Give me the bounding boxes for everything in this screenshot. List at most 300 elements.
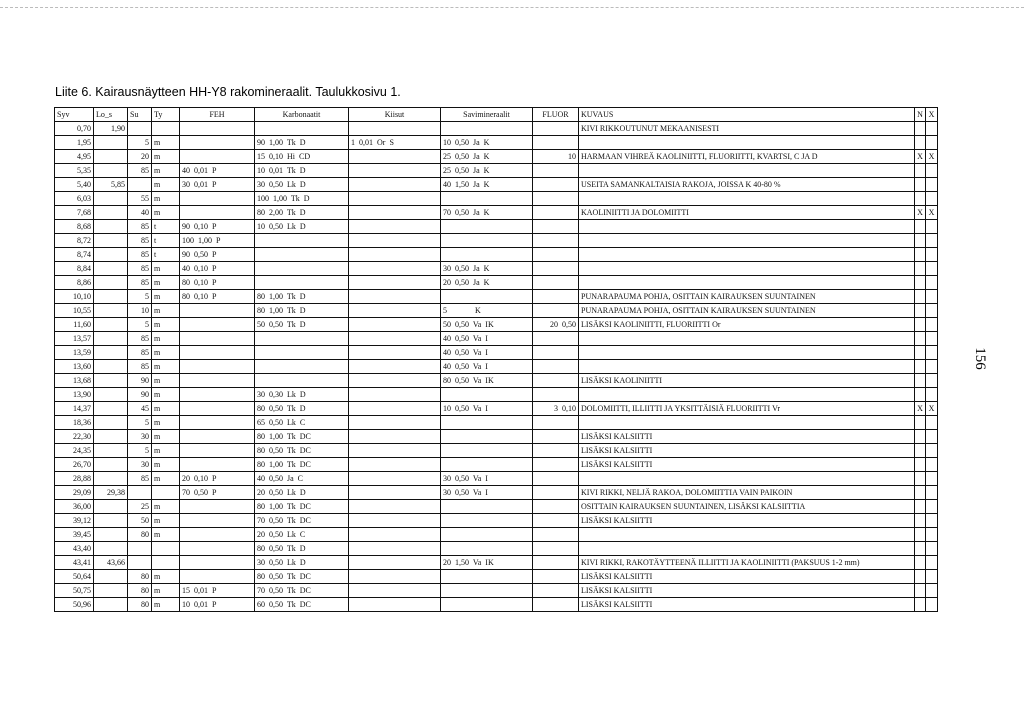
n-cell xyxy=(915,570,926,584)
lo-s-cell xyxy=(94,332,128,346)
fluor-cell xyxy=(533,556,579,570)
fluor-cell: 3 0,10 xyxy=(533,402,579,416)
table-row xyxy=(55,556,938,570)
fluor-cell xyxy=(533,458,579,472)
header-row xyxy=(55,108,938,122)
x-cell xyxy=(926,220,938,234)
savimineraalit-cell xyxy=(441,248,533,262)
kuvaus-cell: LISÄKSI KAOLINIITTI, FLUORIITTI Or xyxy=(579,318,915,332)
savimineraalit-cell xyxy=(441,388,533,402)
fluor-cell xyxy=(533,136,579,150)
fluor-cell xyxy=(533,304,579,318)
ty-cell: m xyxy=(152,402,180,416)
ty-cell: m xyxy=(152,290,180,304)
ty-cell: m xyxy=(152,430,180,444)
table-row xyxy=(55,262,938,276)
lo-s-cell xyxy=(94,416,128,430)
savimineraalit-cell xyxy=(441,444,533,458)
table-row xyxy=(55,388,938,402)
table-row xyxy=(55,402,938,416)
fluor-cell xyxy=(533,192,579,206)
feh-cell xyxy=(180,528,255,542)
fluor-cell xyxy=(533,430,579,444)
kuvaus-cell: LISÄKSI KALSIITTI xyxy=(579,444,915,458)
kiisut-cell xyxy=(349,360,441,374)
savimineraalit-cell xyxy=(441,416,533,430)
depth-cell: 8,86 xyxy=(55,276,94,290)
su-cell: 85 xyxy=(128,248,152,262)
savimineraalit-cell xyxy=(441,542,533,556)
lo-s-cell xyxy=(94,584,128,598)
karbonaatit-cell: 70 0,50 Tk DC xyxy=(255,514,349,528)
feh-cell xyxy=(180,416,255,430)
karbonaatit-cell: 80 2,00 Tk D xyxy=(255,206,349,220)
n-cell xyxy=(915,318,926,332)
fluor-cell xyxy=(533,528,579,542)
table-row xyxy=(55,542,938,556)
lo-s-cell xyxy=(94,220,128,234)
feh-cell xyxy=(180,150,255,164)
n-cell xyxy=(915,136,926,150)
n-cell xyxy=(915,248,926,262)
table-row xyxy=(55,528,938,542)
savimineraalit-cell xyxy=(441,584,533,598)
lo-s-cell xyxy=(94,402,128,416)
feh-cell xyxy=(180,374,255,388)
kuvaus-cell xyxy=(579,346,915,360)
kuvaus-cell: LISÄKSI KALSIITTI xyxy=(579,514,915,528)
n-cell xyxy=(915,234,926,248)
karbonaatit-cell: 90 1,00 Tk D xyxy=(255,136,349,150)
x-cell xyxy=(926,164,938,178)
savimineraalit-cell: 25 0,50 Ja K xyxy=(441,164,533,178)
su-cell: 85 xyxy=(128,472,152,486)
kuvaus-cell xyxy=(579,542,915,556)
fluor-cell xyxy=(533,164,579,178)
karbonaatit-cell: 80 0,50 Tk DC xyxy=(255,444,349,458)
scan-top-edge xyxy=(0,7,1024,8)
depth-cell: 6,03 xyxy=(55,192,94,206)
table-row xyxy=(55,444,938,458)
feh-cell: 30 0,01 P xyxy=(180,178,255,192)
kiisut-cell xyxy=(349,444,441,458)
savimineraalit-cell: 20 1,50 Va IK xyxy=(441,556,533,570)
feh-cell xyxy=(180,346,255,360)
lo-s-cell xyxy=(94,444,128,458)
header-feh: FEH xyxy=(180,108,255,122)
ty-cell: m xyxy=(152,472,180,486)
lo-s-cell xyxy=(94,542,128,556)
karbonaatit-cell xyxy=(255,276,349,290)
n-cell xyxy=(915,262,926,276)
n-cell xyxy=(915,430,926,444)
table-row xyxy=(55,304,938,318)
lo-s-cell xyxy=(94,570,128,584)
x-cell xyxy=(926,458,938,472)
depth-cell: 50,96 xyxy=(55,598,94,612)
su-cell: 20 xyxy=(128,150,152,164)
ty-cell: m xyxy=(152,178,180,192)
karbonaatit-cell: 30 0,30 Lk D xyxy=(255,388,349,402)
n-cell xyxy=(915,444,926,458)
kiisut-cell xyxy=(349,122,441,136)
savimineraalit-cell xyxy=(441,234,533,248)
karbonaatit-cell xyxy=(255,346,349,360)
depth-cell: 36,00 xyxy=(55,500,94,514)
fluor-cell xyxy=(533,290,579,304)
depth-cell: 8,74 xyxy=(55,248,94,262)
savimineraalit-cell xyxy=(441,192,533,206)
fluor-cell xyxy=(533,444,579,458)
kuvaus-cell xyxy=(579,136,915,150)
x-cell xyxy=(926,136,938,150)
lo-s-cell: 29,38 xyxy=(94,486,128,500)
fluor-cell xyxy=(533,178,579,192)
su-cell xyxy=(128,542,152,556)
su-cell: 55 xyxy=(128,192,152,206)
karbonaatit-cell xyxy=(255,248,349,262)
ty-cell xyxy=(152,122,180,136)
ty-cell: m xyxy=(152,164,180,178)
x-cell xyxy=(926,430,938,444)
karbonaatit-cell: 10 0,50 Lk D xyxy=(255,220,349,234)
table-row xyxy=(55,290,938,304)
x-cell xyxy=(926,472,938,486)
header-lo-s: Lo_s xyxy=(94,108,128,122)
su-cell: 80 xyxy=(128,584,152,598)
table-row xyxy=(55,178,938,192)
lo-s-cell xyxy=(94,360,128,374)
ty-cell: m xyxy=(152,570,180,584)
feh-cell: 90 0,10 P xyxy=(180,220,255,234)
kiisut-cell xyxy=(349,346,441,360)
depth-cell: 8,84 xyxy=(55,262,94,276)
kiisut-cell xyxy=(349,472,441,486)
lo-s-cell xyxy=(94,514,128,528)
table-row xyxy=(55,150,938,164)
savimineraalit-cell xyxy=(441,500,533,514)
karbonaatit-cell: 80 1,00 Tk DC xyxy=(255,500,349,514)
table-row xyxy=(55,472,938,486)
savimineraalit-cell: 70 0,50 Ja K xyxy=(441,206,533,220)
ty-cell: m xyxy=(152,206,180,220)
feh-cell xyxy=(180,514,255,528)
karbonaatit-cell: 80 0,50 Tk DC xyxy=(255,570,349,584)
kuvaus-cell xyxy=(579,220,915,234)
x-cell xyxy=(926,500,938,514)
x-cell xyxy=(926,486,938,500)
kiisut-cell xyxy=(349,220,441,234)
kiisut-cell xyxy=(349,458,441,472)
karbonaatit-cell: 10 0,01 Tk D xyxy=(255,164,349,178)
feh-cell: 40 0,10 P xyxy=(180,262,255,276)
savimineraalit-cell xyxy=(441,290,533,304)
fluor-cell xyxy=(533,346,579,360)
depth-cell: 26,70 xyxy=(55,458,94,472)
kiisut-cell xyxy=(349,164,441,178)
fluor-cell xyxy=(533,584,579,598)
kiisut-cell: 1 0,01 Or S xyxy=(349,136,441,150)
karbonaatit-cell: 80 1,00 Tk DC xyxy=(255,458,349,472)
fluor-cell xyxy=(533,486,579,500)
x-cell xyxy=(926,248,938,262)
n-cell xyxy=(915,584,926,598)
kuvaus-cell: KIVI RIKKOUTUNUT MEKAANISESTI xyxy=(579,122,915,136)
karbonaatit-cell: 30 0,50 Lk D xyxy=(255,178,349,192)
rock-minerals-table xyxy=(54,107,938,612)
feh-cell: 80 0,10 P xyxy=(180,290,255,304)
page-title: Liite 6. Kairausnäytteen HH-Y8 rakomineraalit. Taulukkosivu 1. xyxy=(55,85,401,99)
n-cell xyxy=(915,528,926,542)
feh-cell: 40 0,01 P xyxy=(180,164,255,178)
ty-cell: m xyxy=(152,584,180,598)
depth-cell: 22,30 xyxy=(55,430,94,444)
kuvaus-cell xyxy=(579,234,915,248)
su-cell: 45 xyxy=(128,402,152,416)
fluor-cell xyxy=(533,206,579,220)
depth-cell: 13,68 xyxy=(55,374,94,388)
su-cell xyxy=(128,486,152,500)
feh-cell xyxy=(180,206,255,220)
fluor-cell xyxy=(533,388,579,402)
depth-cell: 8,72 xyxy=(55,234,94,248)
lo-s-cell xyxy=(94,374,128,388)
su-cell: 80 xyxy=(128,598,152,612)
feh-cell xyxy=(180,500,255,514)
karbonaatit-cell: 65 0,50 Lk C xyxy=(255,416,349,430)
table-row xyxy=(55,570,938,584)
ty-cell: m xyxy=(152,276,180,290)
lo-s-cell xyxy=(94,304,128,318)
feh-cell xyxy=(180,318,255,332)
su-cell: 85 xyxy=(128,220,152,234)
su-cell xyxy=(128,178,152,192)
lo-s-cell xyxy=(94,234,128,248)
n-cell xyxy=(915,164,926,178)
n-cell xyxy=(915,472,926,486)
ty-cell: t xyxy=(152,220,180,234)
n-cell xyxy=(915,304,926,318)
table-row xyxy=(55,164,938,178)
n-cell xyxy=(915,556,926,570)
su-cell: 50 xyxy=(128,514,152,528)
savimineraalit-cell: 80 0,50 Va IK xyxy=(441,374,533,388)
ty-cell: m xyxy=(152,514,180,528)
kiisut-cell xyxy=(349,430,441,444)
depth-cell: 18,36 xyxy=(55,416,94,430)
feh-cell: 70 0,50 P xyxy=(180,486,255,500)
lo-s-cell: 43,66 xyxy=(94,556,128,570)
table-row xyxy=(55,374,938,388)
table-row xyxy=(55,192,938,206)
n-cell xyxy=(915,486,926,500)
x-cell xyxy=(926,514,938,528)
ty-cell: m xyxy=(152,528,180,542)
kuvaus-cell xyxy=(579,276,915,290)
header-n: N xyxy=(915,108,926,122)
ty-cell: m xyxy=(152,318,180,332)
header-syv: Syv xyxy=(55,108,94,122)
page-number: 156 xyxy=(971,347,988,370)
n-cell xyxy=(915,346,926,360)
lo-s-cell xyxy=(94,458,128,472)
ty-cell: m xyxy=(152,360,180,374)
fluor-cell xyxy=(533,472,579,486)
depth-cell: 28,88 xyxy=(55,472,94,486)
depth-cell: 39,45 xyxy=(55,528,94,542)
ty-cell xyxy=(152,542,180,556)
kuvaus-cell: LISÄKSI KALSIITTI xyxy=(579,430,915,444)
kuvaus-cell: LISÄKSI KALSIITTI xyxy=(579,458,915,472)
feh-cell xyxy=(180,556,255,570)
karbonaatit-cell: 15 0,10 Hi CD xyxy=(255,150,349,164)
table-row xyxy=(55,122,938,136)
su-cell: 5 xyxy=(128,444,152,458)
lo-s-cell: 5,85 xyxy=(94,178,128,192)
su-cell: 85 xyxy=(128,234,152,248)
kuvaus-cell xyxy=(579,528,915,542)
table-row xyxy=(55,136,938,150)
fluor-cell xyxy=(533,234,579,248)
kuvaus-cell xyxy=(579,192,915,206)
kuvaus-cell: LISÄKSI KALSIITTI xyxy=(579,570,915,584)
fluor-cell xyxy=(533,416,579,430)
savimineraalit-cell: 40 1,50 Ja K xyxy=(441,178,533,192)
n-cell: X xyxy=(915,206,926,220)
fluor-cell xyxy=(533,500,579,514)
savimineraalit-cell: 5 K xyxy=(441,304,533,318)
lo-s-cell xyxy=(94,318,128,332)
lo-s-cell xyxy=(94,346,128,360)
kiisut-cell xyxy=(349,304,441,318)
x-cell: X xyxy=(926,402,938,416)
table-row xyxy=(55,332,938,346)
kiisut-cell xyxy=(349,598,441,612)
kuvaus-cell: LISÄKSI KAOLINIITTI xyxy=(579,374,915,388)
fluor-cell xyxy=(533,360,579,374)
n-cell xyxy=(915,542,926,556)
feh-cell: 80 0,10 P xyxy=(180,276,255,290)
ty-cell: m xyxy=(152,598,180,612)
x-cell xyxy=(926,598,938,612)
kiisut-cell xyxy=(349,374,441,388)
su-cell: 85 xyxy=(128,332,152,346)
su-cell: 85 xyxy=(128,262,152,276)
kiisut-cell xyxy=(349,402,441,416)
karbonaatit-cell: 60 0,50 Tk DC xyxy=(255,598,349,612)
x-cell xyxy=(926,318,938,332)
lo-s-cell xyxy=(94,164,128,178)
lo-s-cell xyxy=(94,528,128,542)
table-row xyxy=(55,584,938,598)
lo-s-cell xyxy=(94,276,128,290)
savimineraalit-cell: 10 0,50 Ja K xyxy=(441,136,533,150)
kuvaus-cell: PUNARAPAUMA POHJA, OSITTAIN KAIRAUKSEN SUUNTAINEN xyxy=(579,290,915,304)
savimineraalit-cell xyxy=(441,514,533,528)
kuvaus-cell: DOLOMIITTI, ILLIITTI JA YKSITTÄISIÄ FLUORIITTI Vr xyxy=(579,402,915,416)
kuvaus-cell: KIVI RIKKI, NELJÄ RAKOA, DOLOMIITTIA VAIN PAIKOIN xyxy=(579,486,915,500)
kiisut-cell xyxy=(349,234,441,248)
n-cell xyxy=(915,360,926,374)
table-row xyxy=(55,458,938,472)
karbonaatit-cell: 30 0,50 Lk D xyxy=(255,556,349,570)
su-cell: 5 xyxy=(128,416,152,430)
depth-cell: 13,90 xyxy=(55,388,94,402)
ty-cell: m xyxy=(152,262,180,276)
kiisut-cell xyxy=(349,416,441,430)
table-row xyxy=(55,206,938,220)
n-cell xyxy=(915,458,926,472)
depth-cell: 43,40 xyxy=(55,542,94,556)
kiisut-cell xyxy=(349,192,441,206)
feh-cell xyxy=(180,570,255,584)
depth-cell: 1,95 xyxy=(55,136,94,150)
karbonaatit-cell: 80 1,00 Tk DC xyxy=(255,430,349,444)
n-cell: X xyxy=(915,150,926,164)
kiisut-cell xyxy=(349,178,441,192)
ty-cell: m xyxy=(152,458,180,472)
savimineraalit-cell: 50 0,50 Va IK xyxy=(441,318,533,332)
n-cell xyxy=(915,276,926,290)
depth-cell: 43,41 xyxy=(55,556,94,570)
n-cell xyxy=(915,192,926,206)
kuvaus-cell: KIVI RIKKI, RAKOTÄYTTEENÄ ILLIITTI JA KAOLINIITTI (PAKSUUS 1-2 mm) xyxy=(579,556,915,570)
feh-cell xyxy=(180,332,255,346)
kuvaus-cell: USEITA SAMANKALTAISIA RAKOJA, JOISSA K 40-80 % xyxy=(579,178,915,192)
feh-cell xyxy=(180,388,255,402)
kiisut-cell xyxy=(349,248,441,262)
lo-s-cell xyxy=(94,472,128,486)
n-cell xyxy=(915,122,926,136)
depth-cell: 39,12 xyxy=(55,514,94,528)
depth-cell: 13,59 xyxy=(55,346,94,360)
savimineraalit-cell: 25 0,50 Ja K xyxy=(441,150,533,164)
x-cell xyxy=(926,122,938,136)
depth-cell: 10,10 xyxy=(55,290,94,304)
fluor-cell xyxy=(533,262,579,276)
ty-cell: m xyxy=(152,374,180,388)
feh-cell: 20 0,10 P xyxy=(180,472,255,486)
kuvaus-cell xyxy=(579,472,915,486)
feh-cell: 15 0,01 P xyxy=(180,584,255,598)
lo-s-cell xyxy=(94,262,128,276)
fluor-cell: 10 xyxy=(533,150,579,164)
su-cell: 80 xyxy=(128,570,152,584)
x-cell xyxy=(926,290,938,304)
x-cell xyxy=(926,584,938,598)
n-cell xyxy=(915,290,926,304)
lo-s-cell xyxy=(94,388,128,402)
kiisut-cell xyxy=(349,514,441,528)
lo-s-cell xyxy=(94,500,128,514)
karbonaatit-cell xyxy=(255,360,349,374)
x-cell xyxy=(926,178,938,192)
su-cell: 5 xyxy=(128,136,152,150)
karbonaatit-cell xyxy=(255,122,349,136)
feh-cell xyxy=(180,430,255,444)
table-row xyxy=(55,346,938,360)
kuvaus-cell: HARMAAN VIHREÄ KAOLINIITTI, FLUORIITTI, KVARTSI, C JA D xyxy=(579,150,915,164)
x-cell xyxy=(926,346,938,360)
n-cell xyxy=(915,374,926,388)
kuvaus-cell xyxy=(579,248,915,262)
depth-cell: 29,09 xyxy=(55,486,94,500)
savimineraalit-cell: 40 0,50 Va I xyxy=(441,346,533,360)
karbonaatit-cell xyxy=(255,374,349,388)
savimineraalit-cell: 20 0,50 Ja K xyxy=(441,276,533,290)
kiisut-cell xyxy=(349,388,441,402)
su-cell: 30 xyxy=(128,430,152,444)
